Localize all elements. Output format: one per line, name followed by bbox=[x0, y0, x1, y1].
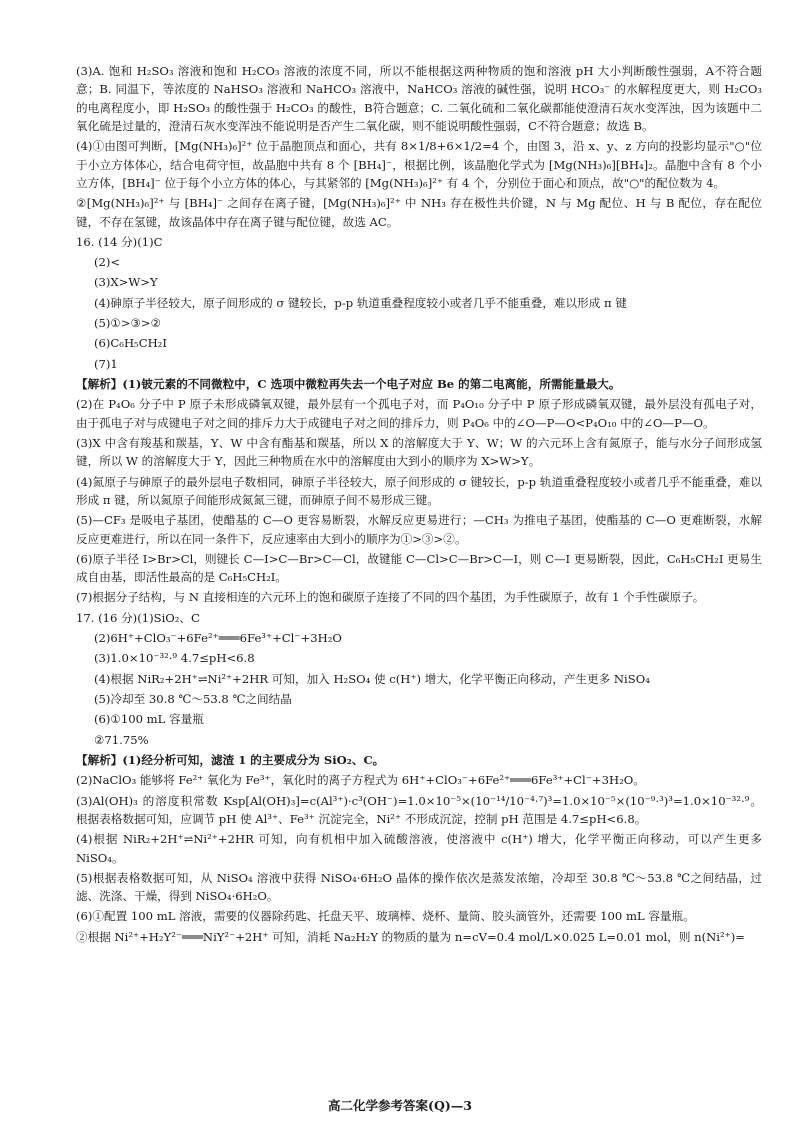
q17-header: 17. (16 分)(1)SiO₂、C bbox=[76, 610, 200, 625]
q16-header: 16. (14 分)(1)C bbox=[76, 234, 163, 249]
q16-analysis-1: 【解析】(1)铍元素的不同微粒中，C 选项中微粒再失去一个电子对应 Be 的第二电离能，所需能量最大。 bbox=[76, 377, 621, 391]
q16-answer-6: (6)C₆H₅CH₂I bbox=[94, 336, 167, 351]
q16-answer-5: (5)①>③>② bbox=[94, 316, 162, 331]
q16-answer-2: (2)< bbox=[94, 255, 121, 270]
q15-part4-1: (4)①由图可判断，[Mg(NH₃)₆]²⁺ 位于晶胞顶点和面心，共有 8×1/8+6×1/2=4 个，由图 3，沿 x、y、z 方向的投影均显示"○"位于小立方体体心，结合电荷守恒，故晶胞中共有 8 个 [BH₄]⁻，根据比例，该晶胞化学式为 [Mg(NH₃)₆][BH₄]₂。晶胞中含有 8 个小立方体，[BH₄]⁻ 位于每个小立方体的体心，与其紧邻的 [Mg(NH₃)₆]²⁺ 有 4 个，分别位于面心和顶点，故"○"的配位数为 4。 bbox=[76, 139, 762, 190]
q16-analysis-2: (2)在 P₄O₆ 分子中 P 原子未形成磷氧双键，最外层有一个孤电子对，而 P₄O₁₀ 分子中 P 原子形成磷氧双键，最外层没有孤电子对，由于孤电子对与成键电子对之间的排斥力大于成键电子对之间的排斥力，则 P₄O₆ 中的∠O—P—O<P₄O₁₀ 中的∠O—P—O。 bbox=[76, 397, 762, 430]
q15-part4-2: ②[Mg(NH₃)₆]²⁺ 与 [BH₄]⁻ 之间存在离子键，[Mg(NH₃)₆]²⁺ 中 NH₃ 存在极性共价键，N 与 Mg 配位、H 与 B 配位，存在配位键，不存在氢键，故该晶体中存在离子键与配位键，故选 AC。 bbox=[76, 196, 762, 229]
q17-answer-5: (5)冷却至 30.8 ℃～53.8 ℃之间结晶 bbox=[94, 692, 292, 706]
q15-part3: (3)A. 饱和 H₂SO₃ 溶液和饱和 H₂CO₃ 溶液的浓度不同，所以不能根据这两种物质的饱和溶液 pH 大小判断酸性强弱，A不符合题意；B. 同温下，等浓度的 NaHSO₃ 溶液和 NaHCO₃ 溶液中，NaHCO₃ 溶液的碱性强，说明 HCO₃⁻ 的水解程度更大，则 H₂CO₃ 的电离程度小，即 H₂SO₃ 的酸性强于 H₂CO₃ 的酸性，B符合题意；C. 二氧化硫和二氧化碳都能使澄清石灰水变浑浊，因为该题中二氧化硫是过量的，澄清石灰水变浑浊不能说明是否产生二氧化碳，则不能说明酸性强弱，C不符合题意；故选 B。 bbox=[76, 64, 762, 133]
q17-analysis-1: 【解析】(1)经分析可知，滤渣 1 的主要成分为 SiO₂、C。 bbox=[76, 752, 385, 767]
q16-analysis-4: (4)氮原子与砷原子的最外层电子数相同，砷原子半径较大，原子间形成的 σ 键较长，p-p 轨道重叠程度较小或者几乎不能重叠，难以形成 π 键，所以氮原子间能形成氮氮三键，而砷原子间不易形成三键。 bbox=[76, 474, 762, 507]
q17-analysis-5: (5)根据表格数据可知，从 NiSO₄ 溶液中获得 NiSO₄·6H₂O 晶体的操作依次是蒸发浓缩，冷却至 30.8 ℃～53.8 ℃之间结晶，过滤、洗涤、干燥，得到 NiSO₄·6H₂O。 bbox=[76, 870, 762, 904]
q16-answer-3: (3)X>W>Y bbox=[94, 275, 158, 290]
page-footer: 高二化学参考答案(Q)—3 bbox=[328, 1098, 472, 1113]
q17-answer-2: (2)6H⁺+ClO₃⁻+6Fe²⁺═══6Fe³⁺+Cl⁻+3H₂O bbox=[94, 631, 342, 646]
q17-analysis-6-2: ②根据 Ni²⁺+H₂Y²⁻═══NiY²⁻+2H⁺ 可知，消耗 Na₂H₂Y 的物质的量为 n=cV=0.4 mol/L×0.025 L=0.01 mol，则 n(Ni²⁺)= bbox=[76, 929, 745, 944]
q16-analysis-3: (3)X 中含有羧基和羰基，Y、W 中含有酯基和羰基，所以 X 的溶解度大于 Y、W；W 的六元环上含有氮原子，能与水分子间形成氢键，所以 W 的溶解度大于 Y，因此三种物质在水中的溶解度由大到小的顺序为 X>W>Y。 bbox=[76, 435, 762, 469]
q16-analysis-5: (5)—CF₃ 是吸电子基团，使醋基的 C—O 更容易断裂，水解反应更易进行；—CH₃ 为推电子基团，使酯基的 C—O 更难断裂，水解反应更难进行，所以在同一条件下，反应速率由大到小的顺序为①>③>②。 bbox=[76, 513, 762, 546]
q16-analysis-7: (7)根据分子结构，与 N 直接相连的六元环上的饱和碳原子连接了不同的四个基团，为手性碳原子，故有 1 个手性碳原子。 bbox=[76, 590, 705, 605]
q16-analysis-6: (6)原子半径 I>Br>Cl，则键长 C—I>C—Br>C—Cl，故键能 C—Cl>C—Br>C—I，则 C—I 更易断裂，因此，C₆H₅CH₂I 更易生成自由基，即活性最高的是 C₆H₅CH₂I。 bbox=[76, 551, 762, 585]
q17-analysis-4: (4)根据 NiR₂+2H⁺⇌Ni²⁺+2HR 可知，向有机相中加入硫酸溶液，使溶液中 c(H⁺) 增大，化学平衡正向移动，可以产生更多 NiSO₄。 bbox=[76, 832, 762, 865]
q17-answer-6-1: (6)①100 mL 容量瓶 bbox=[94, 712, 204, 727]
q17-analysis-2: (2)NaClO₃ 能够将 Fe²⁺ 氧化为 Fe³⁺，氧化时的离子方程式为 6H⁺+ClO₃⁻+6Fe²⁺═══6Fe³⁺+Cl⁻+3H₂O。 bbox=[76, 773, 645, 788]
q17-answer-4: (4)根据 NiR₂+2H⁺⇌Ni²⁺+2HR 可知，加入 H₂SO₄ 使 c(H⁺) 增大，化学平衡正向移动，产生更多 NiSO₄ bbox=[94, 671, 650, 686]
q17-analysis-3: (3)Al(OH)₃ 的溶度积常数 Ksp[Al(OH)₃]=c(Al³⁺)·c³(OH⁻)=1.0×10⁻⁵×(10⁻¹⁴/10⁻⁴·⁷)³=1.0×10⁻⁵×(10⁻⁹·³)³=1.0×10⁻³²·⁹。根据表格数据可知，应调节 pH 使 Al³⁺、Fe³⁺ 沉淀完全，Ni²⁺ 不形成沉淀，控制 pH 范围是 4.7≤pH<6.8。 bbox=[76, 793, 762, 826]
q16-answer-4: (4)砷原子半径较大，原子间形成的 σ 键较长，p-p 轨道重叠程度较小或者几乎不能重叠，难以形成 π 键 bbox=[94, 295, 627, 310]
q16-answer-7: (7)1 bbox=[94, 356, 118, 371]
q17-answer-3: (3)1.0×10⁻³²·⁹ 4.7≤pH<6.8 bbox=[94, 651, 255, 666]
q17-answer-6-2: ②71.75% bbox=[94, 732, 149, 747]
q17-analysis-6-1: (6)①配置 100 mL 溶液，需要的仪器除药匙、托盘天平、玻璃棒、烧杯、量筒、胶头滴管外，还需要 100 mL 容量瓶。 bbox=[76, 909, 695, 924]
